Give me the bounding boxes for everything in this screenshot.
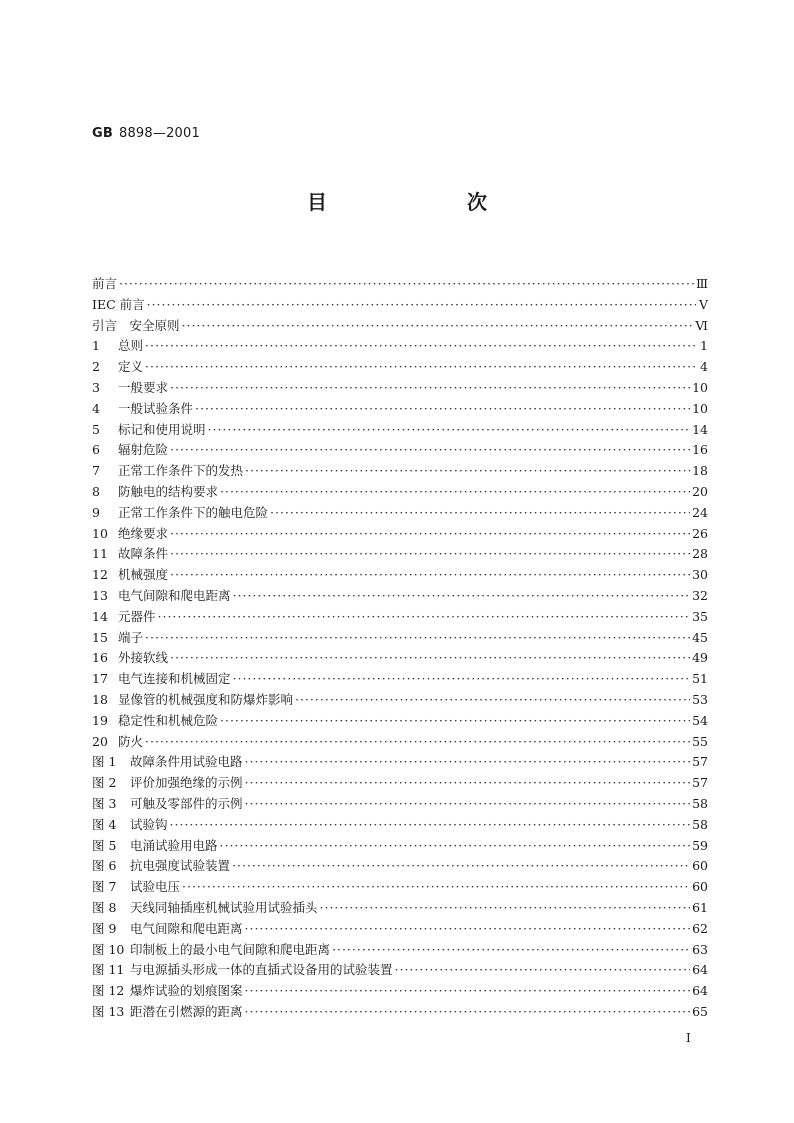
toc-leader-dots xyxy=(147,297,696,312)
toc-entry-number: 图 8 xyxy=(92,899,117,915)
toc-entry-title: 机械强度 xyxy=(118,567,169,583)
toc-entry-title: 稳定性和机械危险 xyxy=(118,712,219,728)
toc-entry-title: 故障条件 xyxy=(118,546,169,562)
toc-entry-number: 8 xyxy=(92,483,100,499)
toc-leader-dots xyxy=(233,671,691,686)
toc-entry[interactable] xyxy=(92,399,708,420)
toc-entry-page: 63 xyxy=(692,941,708,957)
toc-leader-dots xyxy=(232,858,690,873)
toc-entry-title: 电气间隙和爬电距离 xyxy=(130,920,243,936)
toc-entry-title: 前言 xyxy=(92,276,118,291)
toc-entry[interactable] xyxy=(92,898,708,919)
toc-entry[interactable] xyxy=(92,836,708,857)
toc-entry-number: 图 13 xyxy=(92,1003,125,1019)
toc-leader-dots xyxy=(395,962,691,977)
toc-leader-dots xyxy=(145,338,696,353)
toc-leader-dots xyxy=(182,879,690,894)
toc-entry-page: 59 xyxy=(692,837,708,853)
toc-entry-number: 19 xyxy=(92,712,108,728)
toc-entry[interactable] xyxy=(92,524,708,545)
toc-leader-dots xyxy=(170,567,690,582)
toc-entry-number: 图 12 xyxy=(92,983,125,999)
toc-entry[interactable] xyxy=(92,960,708,981)
toc-entry-page: 51 xyxy=(692,671,708,687)
toc-entry-page: 65 xyxy=(692,1003,708,1019)
toc-leader-dots xyxy=(245,754,691,769)
toc-entry-number: 12 xyxy=(92,567,108,583)
toc-leader-dots xyxy=(220,484,690,499)
toc-entry-page: 16 xyxy=(692,442,708,458)
toc-entry-title: 定义 xyxy=(118,359,144,375)
toc-entry-page: 57 xyxy=(692,754,708,770)
page-title: 目 次 xyxy=(307,190,547,214)
toc-entry-page: Ⅲ xyxy=(695,276,708,291)
toc-leader-dots xyxy=(220,838,691,853)
toc-leader-dots xyxy=(182,318,694,333)
toc-entry[interactable] xyxy=(92,586,708,607)
standard-prefix: GB xyxy=(92,126,113,141)
toc-entry[interactable] xyxy=(92,711,708,732)
toc-entry-page: 28 xyxy=(692,546,708,562)
toc-entry[interactable] xyxy=(92,981,708,1002)
toc-entry-page: 54 xyxy=(692,712,708,728)
toc-leader-dots xyxy=(170,817,691,832)
toc-entry-title: 端子 xyxy=(118,629,144,645)
toc-entry-title: 爆炸试验的划痕图案 xyxy=(130,983,243,999)
toc-entry-page: 24 xyxy=(692,504,708,520)
toc-entry-title: 可触及零部件的示例 xyxy=(130,795,243,811)
toc-leader-dots xyxy=(245,796,691,811)
toc-leader-dots xyxy=(233,588,691,603)
toc-entry-page: 62 xyxy=(692,920,708,936)
page-folio: Ⅰ xyxy=(686,1031,691,1045)
standard-code xyxy=(92,126,200,141)
toc-entry-page: 10 xyxy=(692,400,708,416)
toc-entry[interactable] xyxy=(92,940,708,961)
toc-entry-number: 7 xyxy=(92,463,100,479)
toc-leader-dots xyxy=(332,942,690,957)
toc-entry-page: 10 xyxy=(692,379,708,395)
toc-leader-dots xyxy=(170,526,690,541)
toc-entry[interactable] xyxy=(92,773,708,794)
toc-entry[interactable] xyxy=(92,1002,708,1023)
standard-number: 8898—2001 xyxy=(118,126,200,141)
toc-entry-number: 图 2 xyxy=(92,775,117,791)
toc-entry-title: 总则 xyxy=(118,338,144,354)
toc-entry-title: 抗电强度试验装置 xyxy=(130,858,231,874)
toc-entry-page: 53 xyxy=(692,691,708,707)
toc-entry-title: 天线同轴插座机械试验用试验插头 xyxy=(130,899,318,915)
toc-entry-page: 64 xyxy=(692,983,708,999)
toc-entry-number: 16 xyxy=(92,650,108,666)
toc-entry-title: 一般试验条件 xyxy=(118,400,194,416)
toc-leader-dots xyxy=(145,734,690,749)
toc-entry-page: 35 xyxy=(692,608,708,624)
toc-entry-page: 60 xyxy=(692,858,708,874)
toc-leader-dots xyxy=(158,609,691,624)
toc-entry-title: 元器件 xyxy=(118,608,156,624)
toc-entry-page: 60 xyxy=(692,879,708,895)
toc-leader-dots xyxy=(208,422,691,437)
toc-entry-title: 绝缘要求 xyxy=(118,525,169,541)
toc-entry-page: 30 xyxy=(692,567,708,583)
toc-entry-number: 图 10 xyxy=(92,941,125,957)
toc-entry[interactable] xyxy=(92,877,708,898)
toc-entry-title: 外接软线 xyxy=(118,650,169,666)
toc-entry-number: 4 xyxy=(92,400,100,416)
toc-leader-dots xyxy=(245,921,691,936)
toc-entry-page: 14 xyxy=(692,421,708,437)
toc-entry[interactable] xyxy=(92,669,708,690)
toc-entry-title: 电气连接和机械固定 xyxy=(118,671,231,687)
toc-entry-page: 61 xyxy=(692,899,708,915)
toc-leader-dots xyxy=(170,650,690,665)
toc-entry-page: 32 xyxy=(692,587,708,603)
toc-entry-title: 距潜在引燃源的距离 xyxy=(130,1003,243,1019)
toc-entry[interactable] xyxy=(92,648,708,669)
toc-entry-page: 58 xyxy=(692,816,708,832)
toc-entry[interactable] xyxy=(92,440,708,461)
toc-entry-title: 故障条件用试验电路 xyxy=(130,754,243,770)
toc-entry-page: 49 xyxy=(692,650,708,666)
toc-entry-number: 2 xyxy=(92,359,100,375)
toc-entry[interactable] xyxy=(92,919,708,940)
toc-entry-title: 试验电压 xyxy=(130,879,181,895)
toc-leader-dots xyxy=(245,775,691,790)
toc-leader-dots xyxy=(195,401,690,416)
toc-entry-page: Ⅴ xyxy=(698,296,708,312)
toc-entry-title: 辐射危险 xyxy=(118,442,169,458)
toc-entry-number: 11 xyxy=(92,546,108,562)
toc-entry-number: 13 xyxy=(92,587,108,603)
toc-leader-dots xyxy=(270,505,690,520)
toc-entry-page: 20 xyxy=(692,483,708,499)
toc-entry-number: 14 xyxy=(92,608,108,624)
toc-entry[interactable] xyxy=(92,378,708,399)
toc-entry-title: 显像管的机械强度和防爆炸影响 xyxy=(118,691,294,707)
toc-entry-number: 5 xyxy=(92,421,100,437)
toc-entry-number: 图 1 xyxy=(92,754,117,770)
toc-entry-page: 58 xyxy=(692,795,708,811)
toc-entry-page: 18 xyxy=(692,463,708,479)
toc-entry-page: 64 xyxy=(692,962,708,978)
toc-entry-title: 电气间隙和爬电距离 xyxy=(118,587,231,603)
toc-entry-title: 防火 xyxy=(118,733,144,749)
toc-leader-dots xyxy=(170,380,690,395)
toc-entry[interactable] xyxy=(92,794,708,815)
toc-entry-number: 6 xyxy=(92,442,100,458)
toc-entry-number: 1 xyxy=(92,338,100,354)
toc-entry[interactable] xyxy=(92,295,708,316)
toc-entry[interactable] xyxy=(92,336,708,357)
toc-entry-number: 图 6 xyxy=(92,858,117,874)
toc-entry-number: 3 xyxy=(92,379,100,395)
toc-entry-number: 17 xyxy=(92,671,108,687)
toc-leader-dots xyxy=(170,442,690,457)
toc-leader-dots xyxy=(170,546,690,561)
toc-entry-page: 57 xyxy=(692,775,708,791)
toc-entry-title: 电涌试验用电路 xyxy=(130,837,218,853)
toc-entry-number: 图 4 xyxy=(92,816,117,832)
toc-entry[interactable] xyxy=(92,420,708,441)
toc-entry[interactable] xyxy=(92,565,708,586)
toc-leader-dots xyxy=(320,900,691,915)
toc-entry-title: 一般要求 xyxy=(118,379,169,395)
toc-leader-dots xyxy=(245,463,690,478)
toc-leader-dots xyxy=(145,359,696,374)
toc-leader-dots xyxy=(245,983,691,998)
toc-entry-page: 26 xyxy=(692,525,708,541)
toc-entry-page: 1 xyxy=(700,338,708,354)
toc-entry-page: 4 xyxy=(700,359,708,375)
toc-entry[interactable] xyxy=(92,316,708,337)
toc-entry[interactable] xyxy=(92,628,708,649)
toc-entry[interactable] xyxy=(92,690,708,711)
toc-entry-title: 正常工作条件下的发热 xyxy=(118,463,244,479)
toc-entry-number: 图 7 xyxy=(92,879,117,895)
toc-entry-number: 10 xyxy=(92,525,108,541)
toc-entry-title: 评价加强绝缘的示例 xyxy=(130,775,243,791)
toc-leader-dots xyxy=(295,692,690,707)
toc-leader-dots xyxy=(245,1004,691,1019)
toc-entry-title: 正常工作条件下的触电危险 xyxy=(118,504,269,520)
toc-entry-number: 18 xyxy=(92,691,108,707)
toc-entry-page: 45 xyxy=(692,629,708,645)
toc-entry[interactable] xyxy=(92,461,708,482)
toc-entry[interactable] xyxy=(92,274,708,295)
toc-entry-number: 15 xyxy=(92,629,108,645)
toc-entry-title: 标记和使用说明 xyxy=(118,421,206,437)
toc-entry[interactable] xyxy=(92,357,708,378)
toc-entry[interactable] xyxy=(92,607,708,628)
toc-entry[interactable] xyxy=(92,752,708,773)
toc-leader-dots xyxy=(220,713,690,728)
toc-entry-number: 图 3 xyxy=(92,795,117,811)
toc-entry-number: 图 11 xyxy=(92,962,125,978)
toc-leader-dots xyxy=(119,276,694,291)
toc-entry-title: 试验钩 xyxy=(130,816,168,832)
toc-entry[interactable] xyxy=(92,503,708,524)
toc-entry-title: 引言 安全原则 xyxy=(92,317,180,333)
table-of-contents xyxy=(92,274,708,1023)
toc-entry-title: 印制板上的最小电气间隙和爬电距离 xyxy=(130,941,331,957)
toc-entry-number: 20 xyxy=(92,733,108,749)
toc-entry-number: 图 9 xyxy=(92,920,117,936)
toc-entry-page: 55 xyxy=(692,733,708,749)
toc-entry-page: Ⅵ xyxy=(695,317,708,333)
toc-leader-dots xyxy=(145,630,690,645)
toc-entry[interactable] xyxy=(92,482,708,503)
toc-entry-number: 图 5 xyxy=(92,837,117,853)
toc-entry[interactable] xyxy=(92,544,708,565)
toc-entry-title: 与电源插头形成一体的直插式设备用的试验装置 xyxy=(130,962,393,978)
toc-entry[interactable] xyxy=(92,815,708,836)
toc-entry[interactable] xyxy=(92,732,708,753)
toc-entry-number: 9 xyxy=(92,504,100,520)
toc-entry-title: IEC 前言 xyxy=(92,296,145,312)
toc-entry-title: 防触电的结构要求 xyxy=(118,483,219,499)
toc-entry[interactable] xyxy=(92,856,708,877)
